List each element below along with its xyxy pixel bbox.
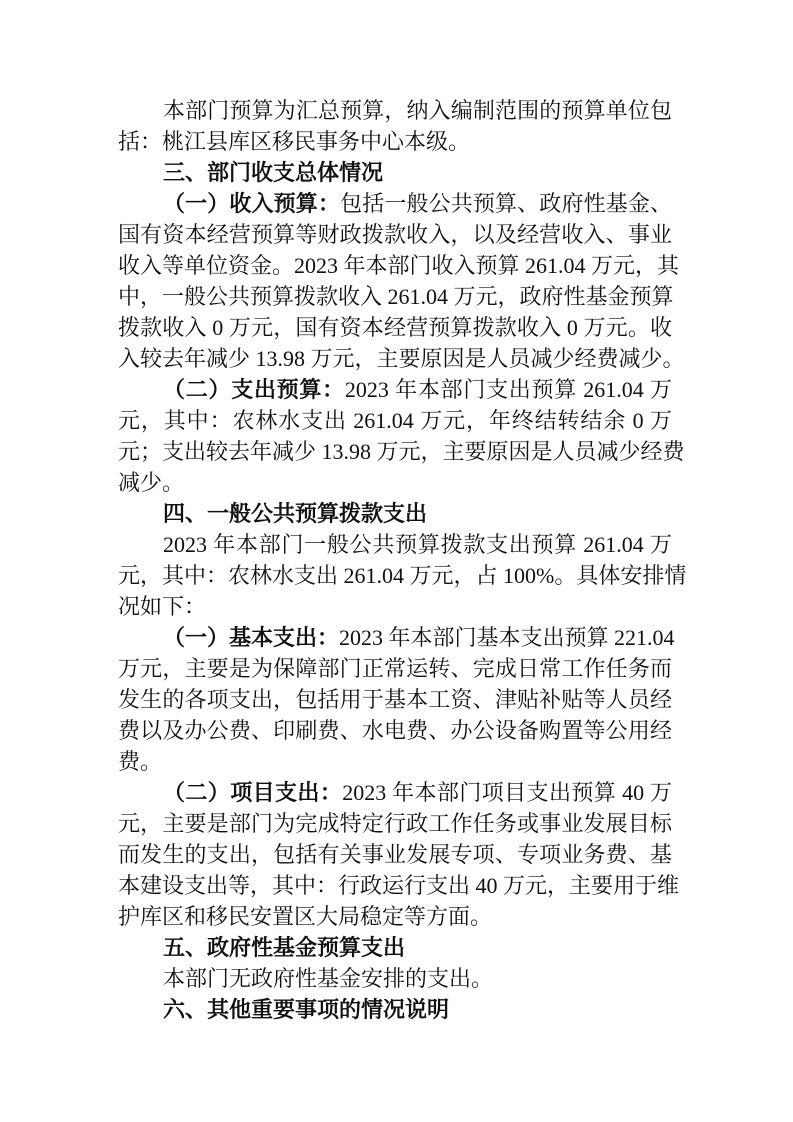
paragraph-line <box>118 715 672 746</box>
line-text: 2023 年本部门基本支出预算 221.04 <box>339 625 675 650</box>
paragraph-line <box>118 560 687 591</box>
line-text: 而发生的支出，包括有关事业发展专项、专项业务费、基 <box>118 842 672 867</box>
line-text: 本部门无政府性基金安排的支出。 <box>163 966 494 991</box>
paragraph-line <box>118 219 672 250</box>
paragraph-line <box>118 281 672 312</box>
subheading-label: （二）项目支出： <box>163 781 343 806</box>
paragraph-line <box>118 622 675 653</box>
paragraph-line <box>118 95 672 126</box>
paragraph-line <box>118 684 672 715</box>
line-text: 括：桃江县库区移民事务中心本级。 <box>118 129 471 154</box>
line-text: 国有资本经营预算等财政拨款收入，以及经营收入、事业 <box>118 222 672 247</box>
line-text: 中，一般公共预算拨款收入 261.04 万元，政府性基金预算 <box>118 284 674 309</box>
paragraph-line <box>118 808 672 839</box>
paragraph-line <box>118 591 672 622</box>
section-heading-text: 四、一般公共预算拨款支出 <box>163 502 428 527</box>
line-text: 万元，主要是为保障部门正常运转、完成日常工作任务而 <box>118 656 672 681</box>
subheading-label: （二）支出预算： <box>163 378 345 403</box>
paragraph-line <box>118 870 680 901</box>
paragraph-line <box>118 777 672 808</box>
paragraph-line <box>118 343 685 374</box>
line-text: 减少。 <box>118 470 185 495</box>
line-text: 2023 年本部门一般公共预算拨款支出预算 261.04 万 <box>163 532 672 557</box>
section-heading <box>118 498 672 529</box>
paragraph-line <box>118 901 672 932</box>
line-text: 元，其中：农林水支出 261.04 万元，年终结转结余 0 万 <box>118 408 672 433</box>
section-heading <box>118 994 672 1025</box>
paragraph-line <box>118 405 672 436</box>
subheading-label: （一）基本支出： <box>163 626 340 651</box>
line-text: 本建设支出等，其中：行政运行支出 40 万元，主要用于维 <box>118 873 680 898</box>
line-text: 收入等单位资金。2023 年本部门收入预算 261.04 万元，其 <box>118 253 680 278</box>
line-text: 费。 <box>118 749 163 774</box>
paragraph-line <box>118 188 672 219</box>
line-text: 护库区和移民安置区大局稳定等方面。 <box>118 904 493 929</box>
paragraph-line <box>118 467 672 498</box>
document-body <box>118 95 687 1025</box>
line-text: 发生的各项支出，包括用于基本工资、津贴补贴等人员经 <box>118 687 672 712</box>
line-text: 费以及办公费、印刷费、水电费、办公设备购置等公用经 <box>118 718 672 743</box>
section-heading <box>118 157 672 188</box>
line-text: 元，其中：农林水支出 261.04 万元，占 100%。具体安排情 <box>118 563 687 588</box>
paragraph-line <box>118 374 672 405</box>
subheading-label: （一）收入预算： <box>163 192 341 217</box>
paragraph-line <box>118 312 672 343</box>
section-heading <box>118 932 672 963</box>
paragraph-line <box>118 746 672 777</box>
paragraph-line <box>118 250 680 281</box>
paragraph-line <box>118 529 672 560</box>
section-heading-text: 三、部门收支总体情况 <box>163 161 384 186</box>
line-text: 况如下： <box>118 594 207 619</box>
line-text: 元，主要是部门为完成特定行政工作任务或事业发展目标 <box>118 811 672 836</box>
line-text: 包括一般公共预算、政府性基金、 <box>340 191 672 216</box>
line-text: 元；支出较去年减少 13.98 万元，主要原因是人员减少经费 <box>118 439 685 464</box>
line-text: 拨款收入 0 万元，国有资本经营预算拨款收入 0 万元。收 <box>118 315 672 340</box>
section-heading-text: 六、其他重要事项的情况说明 <box>163 998 450 1023</box>
paragraph-line <box>118 653 672 684</box>
line-text: 2023 年本部门项目支出预算 40 万 <box>342 780 672 805</box>
paragraph-line <box>118 963 672 994</box>
paragraph-line <box>118 436 685 467</box>
line-text: 本部门预算为汇总预算，纳入编制范围的预算单位包 <box>163 98 672 123</box>
section-heading-text: 五、政府性基金预算支出 <box>163 936 406 961</box>
paragraph-line <box>118 126 672 157</box>
line-text: 入较去年减少 13.98 万元，主要原因是人员减少经费减少。 <box>118 346 685 371</box>
paragraph-line <box>118 839 672 870</box>
line-text: 2023 年本部门支出预算 261.04 万 <box>344 377 672 402</box>
